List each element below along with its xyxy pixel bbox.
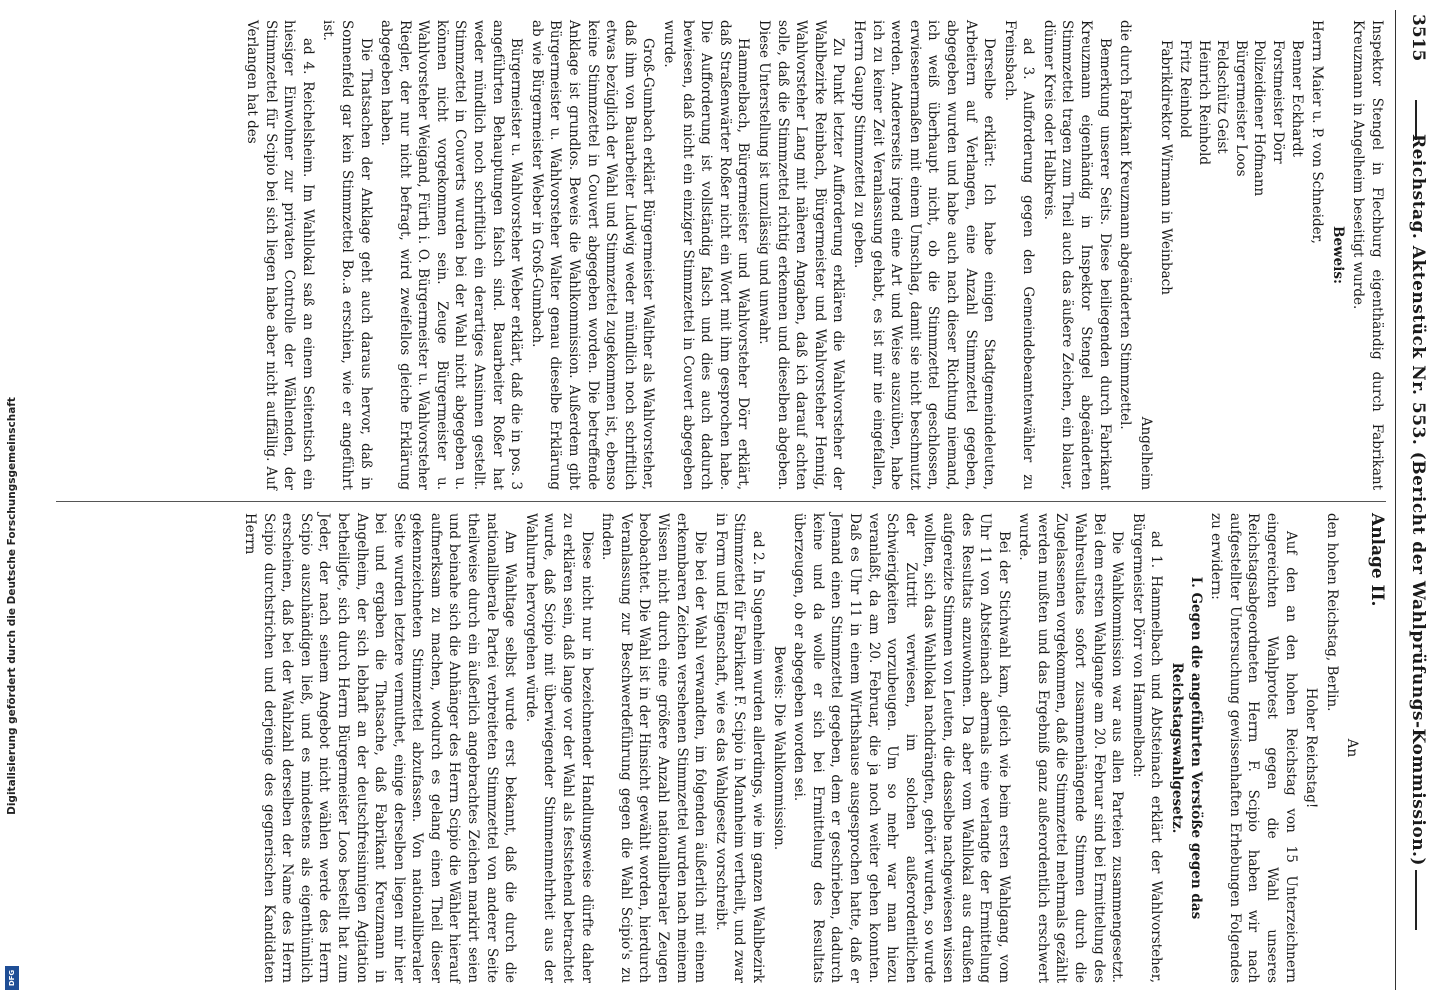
paragraph: ad 4. Reichelsheim. Im Wahllokal saß an einem Seitentisch ein hiesiger Einwohner zur privaten Controlle der Wählenden, der Stimmzettel für Scipio bei sich liegen habe aber nicht auffällig. Auf Verlangen hat des <box>243 20 316 490</box>
paragraph: Die Wahlkommission war aus allen Parteien zusammengesetzt. Bei dem ersten Wahlgange am 20. Februar sind bei Ermittelung des Wahlresultates sofort zusammenhängende Stimmen durch die Zugelassenen vorgekommen, daß die Stimmzettel mehrmals gezählt werden mußten und das Ergebniß ganz außerordentlich erschwert wurde. <box>1016 513 1126 983</box>
page-number: 3515 <box>1408 14 1428 62</box>
paragraph: Die bei der Wahl verwandten, im folgenden äußerlich mit einem erkennbaren Zeichen versehenen Stimmzettel wurden nach meinem Wissen nicht durch eine größere Anzahl nationalliberaler Zeugen beobachtet. Die Wahl ist in der Hinsicht gewählt worden, hierdurch Veranlassung zur Beschwerdeführung gegen die Wahl Scipio's zu finden. <box>599 513 709 983</box>
paragraph: die durch Fabrikant Kreuzmann abgeänderten Stimmzettel. <box>1117 20 1134 430</box>
beweis-line: Beweis: Die Wahlkommission. <box>770 645 787 851</box>
paragraph: Inspektor Stengel in Flechburg eigenthändig durch Fabrikant Kreuzmann in Angelheim beseitigt wurde. <box>1350 20 1385 490</box>
paragraph: Zu Punkt letzter Aufforderung erklären die Wahlvorsteher der Wahlbezirke Reinbach, Bürgermeister und Wahlvorsteher Hennig, Wahlvorsteher Lang mit näheren Angaben, daß ich darauf achten solle, daß die Stimmzettel richtig erkennen und dieselben abgeben. Diese Unterstellung ist unzulässig und unwahr. <box>756 20 847 490</box>
rotated-page-container <box>40 10 1432 990</box>
paragraph: Hammelbach, Bürgermeister und Wahlvorsteher Dörr erklärt, daß Straßenwärter Roßer nicht ein Wort mit ihm gesprochen habe. Die Aufforderung ist vollständig falsch und dies auch dadurch bewiesen, daß nicht ein einziger Stimmzettel in Couvert abgegeben wurde. <box>661 20 752 490</box>
witness-item: Benner Eckhardt <box>1288 40 1305 157</box>
paragraph: ad 2. In Sugenheim wurden allerdings, wie im ganzen Wahlbezirk Stimmzettel für Fabrikant F. Scipio in Mannheim vertheilt, und zwar in Form und Eigenschaft, wie es das Wahlgesetz vorschreibt. <box>712 513 766 983</box>
witness-item: Forstmeister Dörr <box>1270 40 1287 164</box>
paragraph: Groß-Gumbach erklärt Bürgermeister Walther als Wahlvorsteher, daß ihm von Bauarbeiter Ludwig weder mündlich noch schriftlich etwas bezüglich der Wahl und Stimmzettel zugekommen ist, ebenso keine Stimmzettel in Couvert abgegeben worden. Die betreffende Anklage ist grundlos. Beweis die Wahlkommission. Außerdem gibt Bürgermeister u. Wahlvorsteher Walter genau dieselbe Erklärung ab wie Bürgermeister Weber in Groß-Gumbach. <box>528 20 657 490</box>
document-page <box>40 10 1432 990</box>
paragraph: Auf den an den hohen Reichstag von 15 Unterzeichnern eingereichten Wahlprotest gegen die Wahl unseres Reichstagsabgeordneten Herrn F. Scipio haben wir nach aufgestellter Untersuchung gewissenhaften Erhebungen Folgendes zu erwidern: <box>1208 513 1299 983</box>
dfg-logo: DFG <box>5 966 19 990</box>
paragraph: ad 3. Aufforderung gegen den Gemeindebeamtenwähler zu Freinsbach. <box>1001 20 1037 490</box>
witness-item: Feldschütz Geist <box>1214 40 1231 154</box>
section-heading: I. Gegen die angeführten Verstöße gegen das Reichstagswahlgesetz. <box>1169 576 1204 920</box>
digitization-credit: Digitalisierung gefördert durch die Deutsche Forschungsgemeinschaft <box>6 397 18 815</box>
witness-place: Angelheim <box>1137 416 1154 490</box>
addressee-line: den hohen Reichstag, Berlin. <box>1323 513 1340 712</box>
witness-item: Fritz Reinhold <box>1177 40 1194 138</box>
header-divider <box>1395 10 1396 990</box>
paragraph: ad 1. Hammelbach und Abtsteinach erklärt der Wahlvorsteher, Bürgermeister Dörr von Hammelbach: <box>1129 513 1165 983</box>
paragraph: Bei der Stichwahl kam, gleich wie beim ersten Wahlgang, vom Uhr 11 von Abtsteinach abermals eine verlangte der Ermittelung des Resultats anzuwohnen. Da aber vom Wahllokal aus draußen aufgereizte Stimmen von Leuten, die dasselbe nachgewiesen wissen wollten, sich das Wahllokal nachdrängten, gehört wurden, so wurde der Zutritt verwiesen, im solchen außerordentlichen Schwierigkeiten vorzubeugen. Um so mehr war man hiezu veranlaßt, da am 20. Februar, die ja noch weiter gehen konnten. Daß es Uhr 11 in einem Wirthshause ausgesprochen hatte, daß er Jemand einen Stimmzettel gegeben, dem er geschrieben, dadurch keine und da wolle er sich bei Ermittelung des Resultats überzeugen, ob er abgegeben worden sei. <box>791 513 1012 983</box>
witness-item: Polizeidiener Hofmann <box>1251 40 1268 197</box>
witness-item: Bürgermeister Loos <box>1232 40 1249 177</box>
header-rule-right <box>1415 870 1417 930</box>
addressee-line: An <box>1344 738 1361 758</box>
witness-list <box>1157 40 1306 490</box>
salutation: Hoher Reichstag! <box>1303 687 1320 809</box>
column-divider <box>56 501 1386 502</box>
sidebar-margin <box>0 0 24 1000</box>
witness-intro: Herrn Maier u. P. von Schneider, <box>1309 20 1326 244</box>
paragraph: Bemerkung unserer Seits. Diese beiliegenden durch Fabrikant Kreuzmann eigenhändig in Inspektor Stengel abgeänderten Stimmzettel tragen zum Theil auch das äußere Zeichen, ein blauer, dünner Kreis oder Halbkreis. <box>1040 20 1113 490</box>
paragraph: Bürgermeister u. Wahlvorsteher Weber erklärt, daß die in pos. 3 angeführten Behauptungen falsch sind. Bauarbeiter Roßer hat weder mündlich noch schriftlich ein derartiges Ansinnen gestellt. Stimmzettel in Couverts wurden bei der Wahl nicht abgegeben u. können nicht vorgekommen sein. Zeuge Bürgermeister u. Wahlvorsteher Weigand, Fürth i. O. Bürgermeister u. Wahlvorsteher Riegler, der nur nicht befragt, wird zweifellos gleiche Erklärung abgegeben haben. <box>378 20 525 490</box>
left-column <box>240 20 1386 490</box>
paragraph: Diese nicht nur in bezeichnender Handlungsweise dürfte daher zu erklären sein, daß lange vor der Wahl als feststehend betrachtet wurde, daß Scipio mit überwiegender Stimmenmehrheit aus der Wahlurne hervorgehen würde. <box>522 513 595 983</box>
scanned-page <box>40 10 1432 990</box>
witness-item: Heinrich Reinhold <box>1195 40 1212 166</box>
page-title: Reichstag. Aktenstück Nr. 553. (Bericht der Wahlprüfungs-Kommission.) <box>1408 133 1428 867</box>
right-column <box>238 513 1386 983</box>
paragraph: Derselbe erklärt: Ich habe einigen Stadtgemeindeleuten, Arbeitern auf Verlangen, eine Anzahl Stimmzettel gegeben, abgegeben wurden und habe auch nach dieser Richtung niemand, ich weiß überhaupt nicht, ob die Stimmzettel geschlossen, erwiesenermaßen mit einem Umschlag, damit sie nicht beschmutzt werden. Andererseits irgend eine Art und Weise auszuüben, habe ich zu keiner Zeit Veranlassung gehabt, es ist mir nie eingefallen, Herrn Gaupp Stimmzettel zu geben. <box>850 20 998 490</box>
page-header <box>1400 10 1428 990</box>
annex-heading: Anlage II. <box>1367 513 1387 607</box>
beweis-heading: Beweis: <box>1329 226 1346 284</box>
paragraph: Die Thatsachen der Anklage geht auch daraus hervor, daß in Sonnenfeld gar kein Stimmzettel Bo..a erschien, wie er angeführt ist. <box>320 20 374 490</box>
paragraph: Am Wahltage selbst wurde erst bekannt, daß die durch die nationalliberale Partei verbreiteten Stimmzettel von anderer Seite theilweise durch ein äußerlich angebrachtes Zeichen markirt seien und beinahe sich die Anhänger des Herrn Scipio die Wähler hierauf aufmerksam zu machen, wodurch es gelang einen Theil dieser gekennzeichneten Stimmzettel abzufassen. Von nationalliberaler Seite wurden letztere vermuthet, einige derselben liegen mir hier bei und ergaben die Thatsache, daß Fabrikant Kreuzmann in Angelheim, der sich lebhaft an der deutschfreisinnigen Agitation betheiligte, sich durch Herrn Bürgermeister Loos bestellt hat zum Jeder, der nach seinem Angebot nicht wählen werde des Herrn Scipio auszuhändigen ließ, und es mindestens als eigenthümlich erscheinen, daß bei der Wahlzahl derselben der Name des Herrn Scipio durchstrichen und derjenige des gegnerischen Kandidaten Herrn <box>241 513 519 983</box>
witness-item: Fabrikdirektor Wirmann in Weinbach <box>1158 40 1175 295</box>
